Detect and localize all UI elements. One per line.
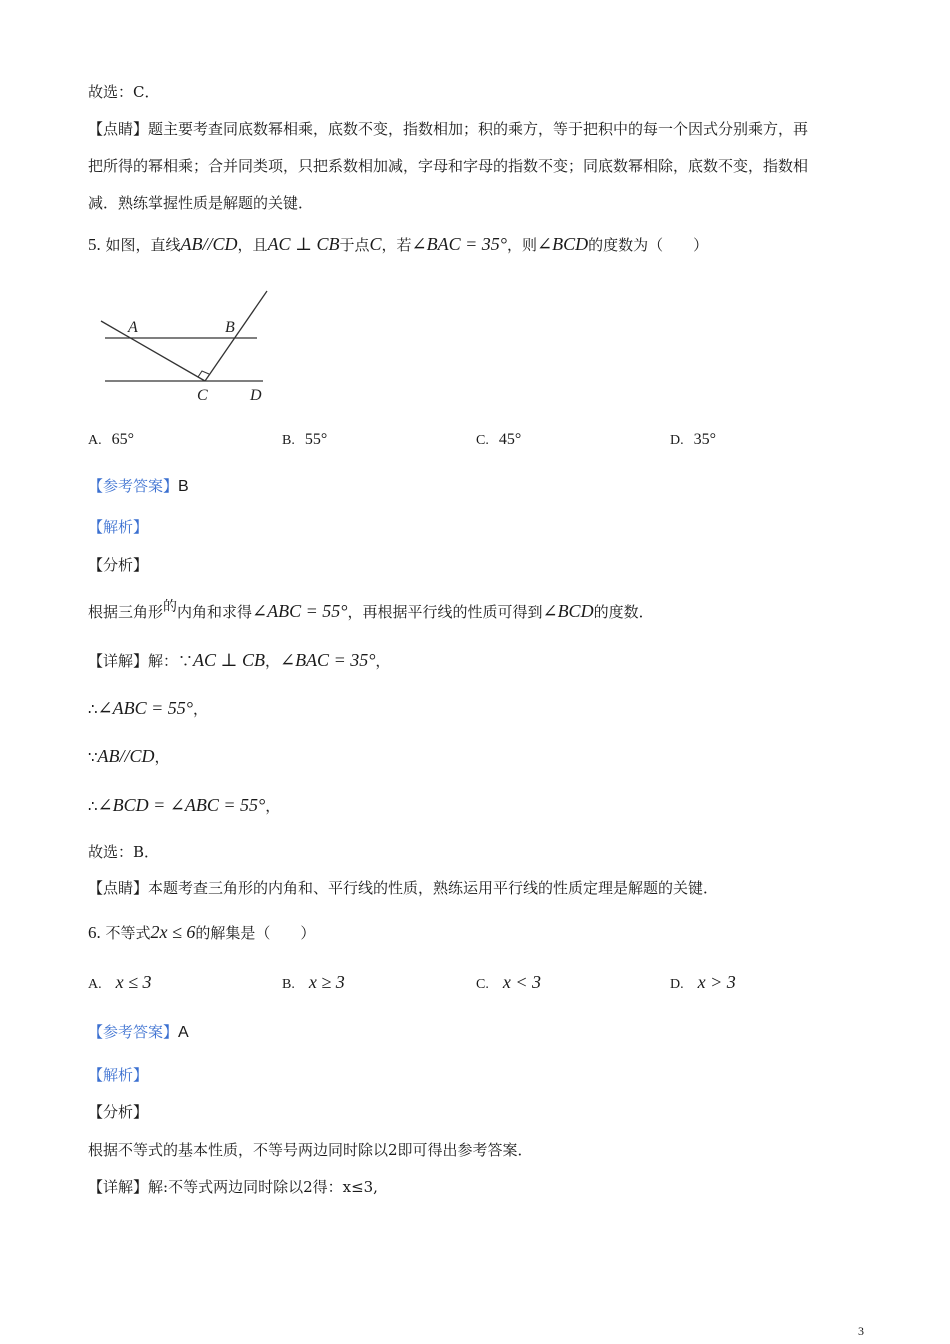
option-value: 65° [111,431,135,448]
q5-option-a[interactable] [88,430,134,449]
q6-fenxi: 根据不等式的基本性质，不等号两边同时除以2即可得出参考答案． [88,1141,533,1159]
label-a: A [128,319,138,336]
q6-math-1: 2x ≤ 6 [150,922,196,942]
q5-math-2: AC ⊥ CB [267,234,340,254]
q6-answer [88,1022,189,1043]
answer-value: A [178,1024,189,1041]
q6-option-c[interactable] [476,972,541,993]
option-value: x ≥ 3 [308,972,345,992]
q6-option-d[interactable] [670,972,736,993]
q6-analysis-tag: 【解析】 [88,1066,149,1084]
q5-math-5: ∠BCD [537,234,589,254]
option-label: B. [282,433,295,448]
fenxi-text-2: 内角和求得 [177,603,253,621]
q5-text-5: ，则 [506,236,537,254]
step-math: AB//CD [97,746,155,766]
fenxi-text-3: ，再根据平行线的性质可得到 [347,603,543,621]
q5-math-4: ∠BAC = 35° [411,234,507,254]
detail-text-1: 解：∵ [148,652,194,670]
answer-tag: 【参考答案】 [88,477,179,495]
comment-tag: 【点睛】 [88,120,149,138]
q5-option-b[interactable] [282,430,327,449]
step-math: ∠BCD = ∠ABC = 55° [97,795,266,815]
label-d: D [250,387,262,404]
q6-text-1: 不等式 [105,924,151,942]
option-value: x ≤ 3 [115,972,152,992]
comment-text: 本题考查三角形的内角和、平行线的性质，熟练运用平行线的性质定理是解题的关键． [148,879,719,897]
q5-option-c[interactable] [476,430,521,449]
q5-text-6: 的度数为（ ） [588,236,709,254]
answer-tag: 【参考答案】 [88,1023,179,1041]
detail-sep: ， [264,652,280,670]
option-label: B. [282,977,295,992]
step-math: ∠ABC = 55° [97,698,193,718]
option-value: x > 3 [697,972,736,992]
detail-math-2: ∠BAC = 35° [279,650,376,670]
q5-answer [88,476,189,497]
q5-math-3: C [369,234,382,254]
q5-figure [95,285,280,410]
prev-comment-line-1 [88,119,808,139]
q5-fenxi-tag: 【分析】 [88,556,149,574]
prev-comment-line-3: 减．熟练掌握性质是解题的关键． [88,194,314,212]
segment-cb [205,291,267,381]
option-label: D. [670,977,684,992]
comment-text: 题主要考查同底数幂相乘，底数不变，指数相加；积的乘方，等于把积中的每一个因式分别乘方，再 [148,120,809,138]
label-b: B [225,319,235,336]
step-symbol: ∴ [88,797,98,815]
page-number: 3 [858,1324,864,1338]
option-label: C. [476,433,489,448]
step-end: ， [154,748,170,766]
fenxi-text-4: 的度数． [593,603,654,621]
q6-fenxi-tag: 【分析】 [88,1103,149,1121]
option-value: 35° [693,431,717,448]
q5-detail [88,650,390,671]
q5-stem [88,234,708,255]
q5-conclusion: 故选：B． [88,843,160,861]
detail-end: ， [375,652,391,670]
q5-text-4: ，若 [381,236,412,254]
right-angle-mark [198,371,209,377]
q5-option-d[interactable] [670,430,716,449]
fenxi-sup: 的 [163,599,178,615]
option-value: 45° [498,431,522,448]
q6-option-b[interactable] [282,972,345,993]
option-value: x < 3 [502,972,541,992]
comment-tag: 【点睛】 [88,879,149,897]
step-symbol: ∴ [88,700,98,718]
label-c: C [197,387,208,404]
answer-value: B [178,478,189,495]
q5-number: 5. [88,235,101,254]
q5-step-4 [88,795,280,816]
option-value: 55° [304,431,328,448]
fenxi-math-2: ∠BCD [542,601,594,621]
option-label: C. [476,977,489,992]
q6-number: 6. [88,923,101,942]
detail-tag: 【详解】 [88,652,149,670]
q6-option-a[interactable] [88,972,152,993]
q5-text-2: ，且 [237,236,268,254]
fenxi-math-1: ∠ABC = 55° [252,601,348,621]
step-end: ， [265,797,281,815]
q5-step-2 [88,698,208,719]
q5-analysis-tag: 【解析】 [88,518,149,536]
q6-stem [88,922,315,943]
q5-text-1: 如图，直线 [105,236,181,254]
q5-math-1: AB//CD [180,234,238,254]
step-symbol: ∵ [88,748,98,766]
q5-step-3 [88,746,170,767]
option-label: D. [670,433,684,448]
segment-ac [101,321,205,381]
step-end: ， [192,700,208,718]
prev-comment-line-2: 把所得的幂相乘；合并同类项，只把系数相加减，字母和字母的指数不变；同底数幂相除，底数不变，指数相 [88,157,809,175]
detail-math-1: AC ⊥ CB [193,650,265,670]
q5-text-3: 于点 [339,236,370,254]
q5-fenxi [88,601,654,623]
q6-detail [88,1177,378,1197]
detail-tag: 【详解】 [88,1178,149,1196]
q6-text-2: 的解集是（ ） [195,924,316,942]
option-label: A. [88,977,102,992]
prev-conclusion: 故选：C． [88,83,160,101]
fenxi-text-1: 根据三角形 [88,603,164,621]
q5-comment [88,878,718,898]
option-label: A. [88,433,102,448]
detail-text: 解:不等式两边同时除以2得：x≤3, [148,1178,378,1196]
